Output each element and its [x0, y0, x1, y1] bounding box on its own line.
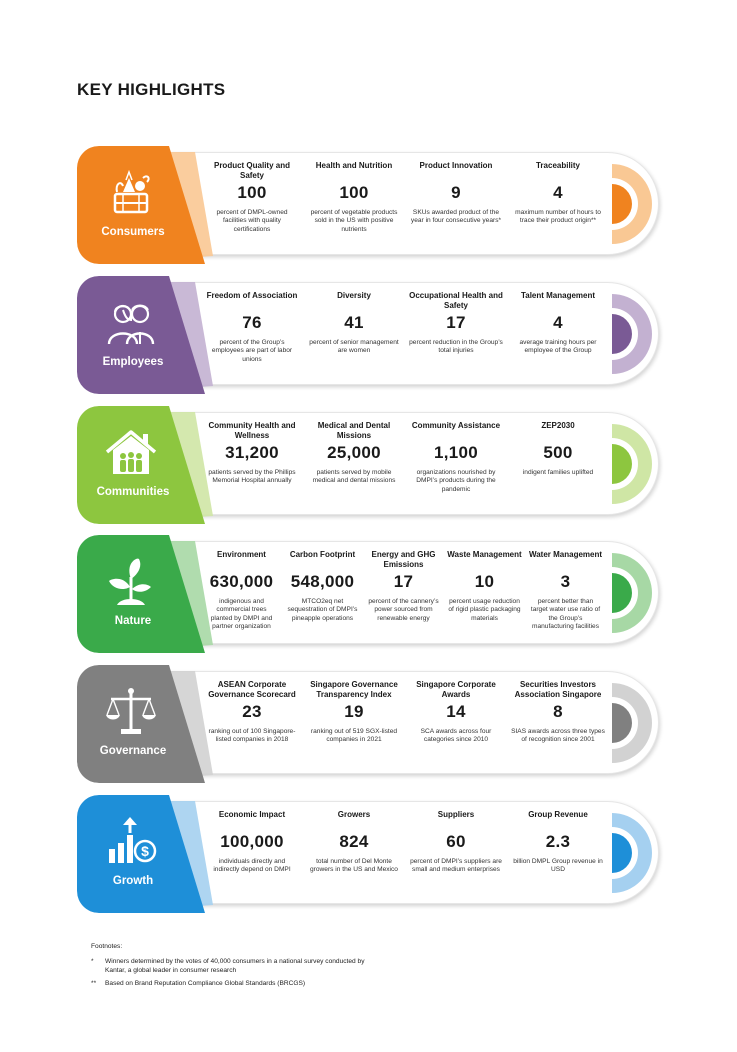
metric-item	[507, 276, 609, 394]
footnote-mark: *	[91, 958, 94, 965]
highlight-band-governance	[77, 665, 662, 783]
metric-value: 824	[339, 832, 369, 851]
highlight-band-growth	[77, 795, 662, 913]
metric-value: 100	[339, 183, 369, 202]
metric-label: Carbon Footprint	[289, 550, 356, 559]
metric-description: SIAS awards across three types of recognition since 2001	[511, 728, 605, 744]
produce-crate-icon	[103, 164, 159, 220]
metric-item	[201, 665, 303, 783]
metric-value: 23	[242, 702, 262, 721]
metric-value: 9	[451, 183, 461, 202]
metric-label: Traceability	[535, 161, 581, 170]
metric-description: organizations nourished by DMPI’s products during the pandemic	[416, 469, 496, 493]
metric-item	[405, 146, 507, 264]
metric-value: 17	[446, 313, 466, 332]
metric-description: total number of Del Monte growers in the US and Mexico	[310, 858, 398, 874]
metric-description: indigenous and commercial trees planted by DMPI and partner organization	[210, 598, 273, 631]
metric-description: maximum number of hours to trace their product origin**	[515, 209, 601, 225]
metric-item	[303, 665, 405, 783]
metrics-row	[201, 535, 606, 653]
metric-value: 500	[543, 443, 573, 462]
plant-sprout-icon	[103, 553, 159, 609]
metric-description: MTCO2eq net sequestration of DMPI’s pineapple operations	[287, 598, 358, 622]
metric-description: percent of DMPI’s suppliers are small and medium enterprises	[410, 858, 502, 874]
svg-text:$: $	[141, 843, 149, 859]
metric-item	[507, 406, 609, 524]
footnote-mark: **	[91, 980, 97, 987]
metric-value: 19	[344, 702, 364, 721]
metric-label: Water Management	[528, 550, 603, 559]
metric-description: indigent families uplifted	[522, 469, 594, 476]
metric-description: percent of the cannery’s power sourced from renewable energy	[368, 598, 439, 622]
metric-label: Waste Management	[447, 550, 522, 559]
metric-description: patients served by the Phillips Memorial Hospital annually	[208, 469, 296, 485]
metric-label: Group Revenue	[528, 810, 588, 819]
metric-label: Freedom of Association	[206, 291, 298, 300]
metrics-row	[201, 665, 609, 783]
metrics-row	[201, 146, 609, 264]
metric-label: Economic Impact	[218, 810, 286, 819]
footnote-text: Based on Brand Reputation Compliance Global Standards (BRCGS)	[105, 980, 306, 987]
metric-value: 8	[553, 702, 563, 721]
category-label: Consumers	[101, 226, 165, 238]
metric-label: Talent Management	[520, 291, 596, 300]
page-title: KEY HIGHLIGHTS	[77, 80, 226, 99]
metric-value: 548,000	[290, 572, 355, 591]
highlight-band-consumers	[77, 146, 662, 264]
metric-value: 100	[237, 183, 267, 202]
growth-chart-icon	[103, 813, 159, 869]
footnotes-heading: Footnotes:	[91, 943, 123, 950]
metric-label: Community Assistance	[411, 421, 501, 430]
metric-description: percent reduction in the Group’s total injuries	[409, 339, 503, 355]
metric-value: 4	[553, 183, 563, 202]
metric-value: 3	[560, 572, 571, 591]
metric-description: ranking out of 100 Singapore-listed companies in 2018	[208, 728, 296, 744]
community-house-icon	[103, 424, 159, 480]
category-label: Communities	[96, 486, 170, 498]
metric-value: 14	[446, 702, 466, 721]
highlight-band-nature	[77, 535, 662, 653]
metric-label: Health and Nutrition	[315, 161, 393, 170]
metric-item	[444, 535, 525, 653]
metrics-row	[201, 276, 609, 394]
metric-value: 2.3	[545, 832, 571, 851]
metric-label: Energy and GHG Emissions	[371, 550, 436, 569]
metric-item	[507, 795, 609, 913]
metric-description: SKUs awarded product of the year in four consecutive years*	[410, 209, 502, 225]
metric-label: Environment	[217, 550, 266, 559]
metric-item	[303, 795, 405, 913]
metric-description: individuals directly and indirectly depend on DMPI	[213, 858, 291, 874]
metric-label: Community Health and Wellness	[208, 421, 296, 440]
metric-item	[507, 665, 609, 783]
metric-item	[201, 146, 303, 264]
metric-label: Singapore Governance Transparency Index	[310, 680, 398, 699]
metric-label: Occupational Health and Safety	[409, 291, 503, 310]
category-label: Growth	[112, 875, 154, 887]
metric-label: Growers	[337, 810, 371, 819]
metric-label: ASEAN Corporate Governance Scorecard	[208, 680, 296, 699]
metric-description: percent usage reduction of rigid plastic packaging materials	[448, 598, 521, 622]
employees-icon	[103, 294, 159, 350]
category-label: Employees	[102, 356, 164, 368]
metric-label: Diversity	[337, 291, 371, 300]
metric-value: 4	[553, 313, 563, 332]
metric-item	[405, 406, 507, 524]
metric-value: 100,000	[220, 832, 284, 851]
metric-description: SCA awards across four categories since 2010	[420, 728, 492, 744]
metric-description: ranking out of 519 SGX-listed companies in 2021	[310, 728, 398, 744]
highlight-band-employees	[77, 276, 662, 394]
metric-description: billion DMPL Group revenue in USD	[513, 858, 603, 874]
category-label: Nature	[114, 615, 152, 627]
metric-label: ZEP2030	[541, 421, 575, 430]
metric-value: 25,000	[327, 443, 381, 462]
metric-description: patients served by mobile medical and dental missions	[312, 469, 396, 485]
scales-icon	[103, 683, 159, 739]
metric-item	[405, 795, 507, 913]
metric-item	[201, 276, 303, 394]
footnote-text: Winners determined by the votes of 40,000 consumers in a national survey conducted by Kantar, a global leader in consumer research	[105, 958, 365, 974]
metric-value: 630,000	[209, 572, 274, 591]
metric-item	[405, 665, 507, 783]
metric-item	[405, 276, 507, 394]
metric-value: 17	[393, 572, 414, 591]
metric-description: percent of vegetable products sold in the US with positive nutrients	[310, 209, 398, 233]
metric-description: percent of senior management are women	[309, 339, 399, 355]
highlight-band-communities	[77, 406, 662, 524]
metric-label: Medical and Dental Missions	[317, 421, 391, 440]
metric-value: 31,200	[225, 443, 279, 462]
metrics-row	[201, 406, 609, 524]
metric-description: percent of DMPL-owned facilities with quality certifications	[216, 209, 288, 233]
metrics-row	[201, 795, 609, 913]
metric-value: 1,100	[433, 443, 479, 462]
metric-value: 10	[474, 572, 495, 591]
metric-item	[303, 146, 405, 264]
metric-label: Product Quality and Safety	[213, 161, 290, 180]
metric-item	[507, 146, 609, 264]
metric-value: 76	[242, 313, 262, 332]
metric-label: Singapore Corporate Awards	[416, 680, 496, 699]
metric-value: 41	[344, 313, 364, 332]
metric-item	[201, 406, 303, 524]
metric-item	[303, 406, 405, 524]
metric-item	[282, 535, 363, 653]
metric-item	[363, 535, 444, 653]
metric-label: Suppliers	[437, 810, 475, 819]
metric-item	[201, 795, 303, 913]
metric-item	[525, 535, 606, 653]
metric-label: Product Innovation	[419, 161, 493, 170]
metric-label: Securities Investors Association Singapore	[514, 680, 602, 699]
metric-value: 60	[446, 832, 466, 851]
metric-description: percent better than target water use ratio of the Group’s manufacturing facilities	[530, 598, 601, 631]
category-label: Governance	[99, 745, 167, 757]
metric-item	[303, 276, 405, 394]
metric-description: average training hours per employee of the Group	[519, 339, 597, 355]
metric-description: percent of the Group’s employees are part of labor unions	[211, 339, 293, 363]
metric-item	[201, 535, 282, 653]
